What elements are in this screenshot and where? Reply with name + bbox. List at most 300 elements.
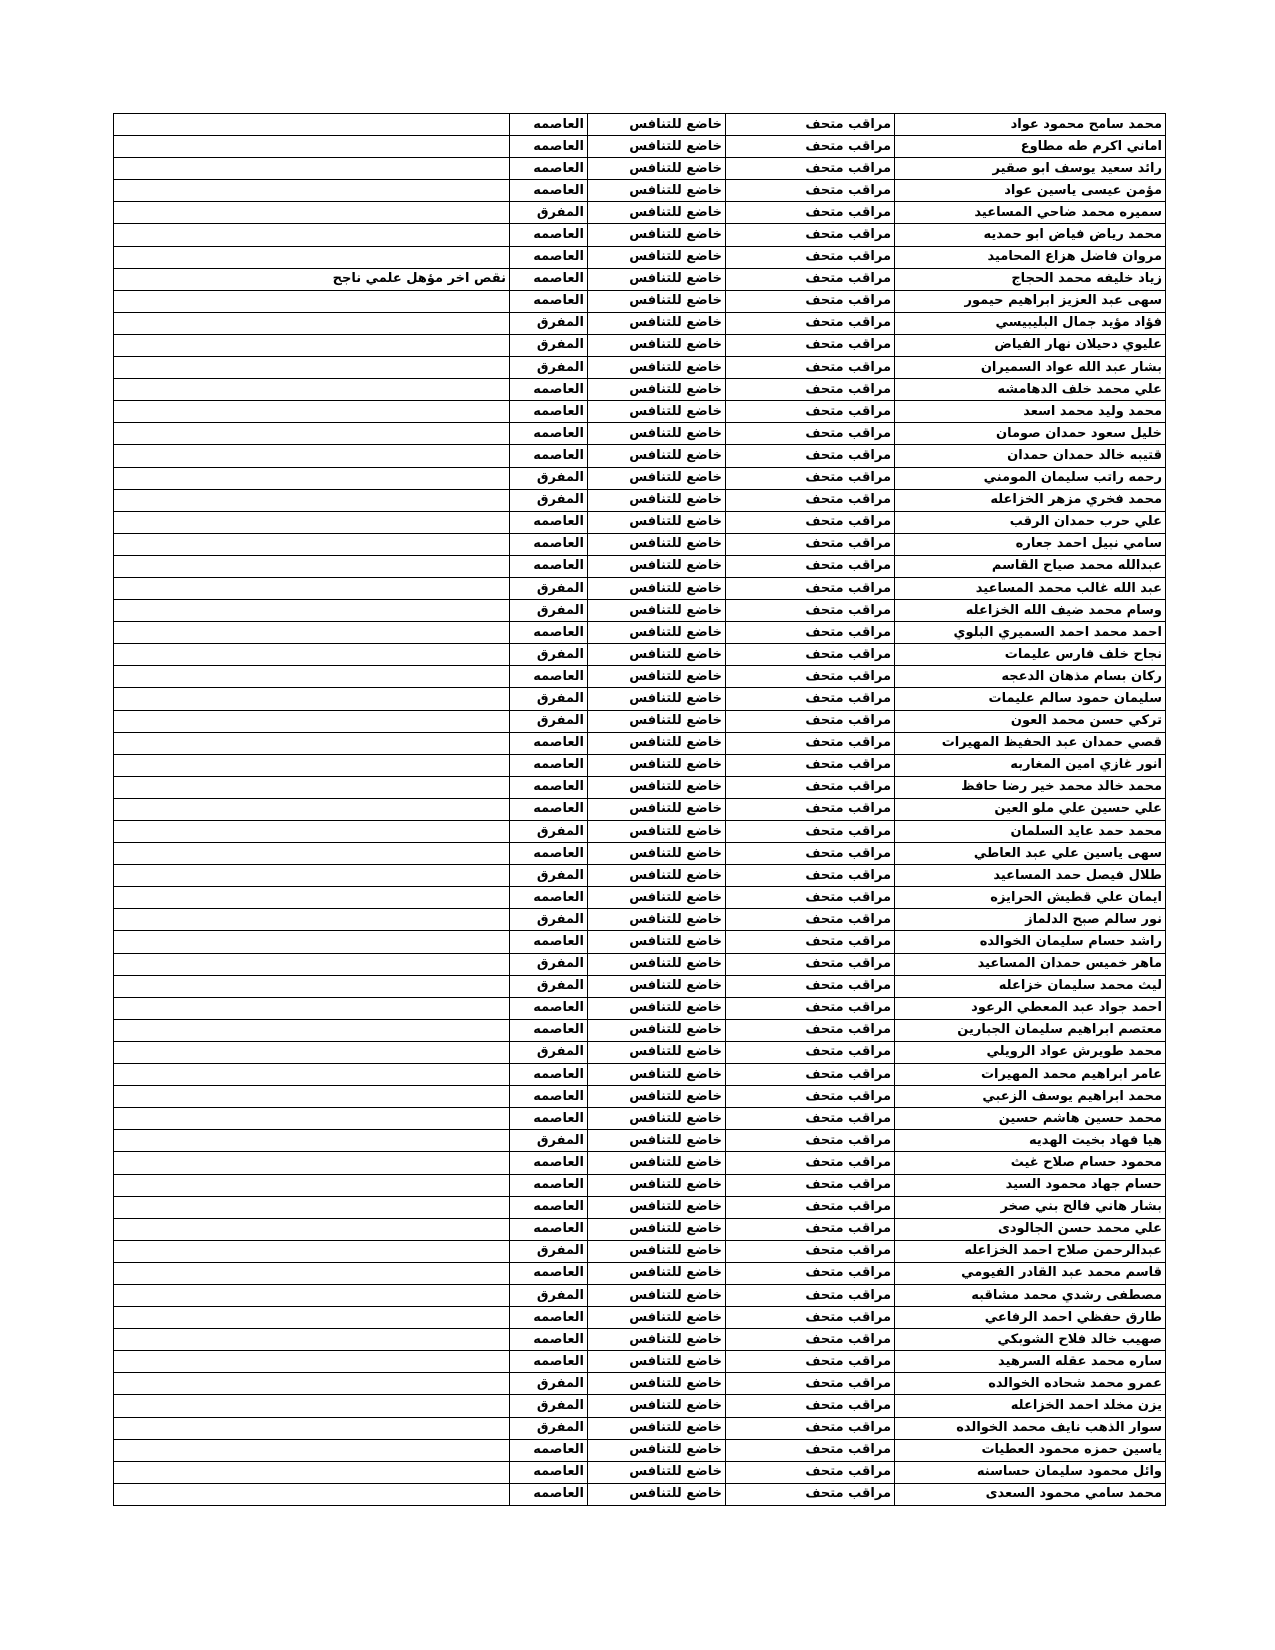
job-title-cell: مراقب متحف (726, 1218, 895, 1240)
job-title-cell: مراقب متحف (726, 224, 895, 246)
table-row (114, 997, 1166, 1019)
note-cell (114, 290, 510, 312)
job-title-cell: مراقب متحف (726, 1483, 895, 1505)
table-row (114, 1439, 1166, 1461)
governorate-cell: المفرق (510, 334, 588, 356)
governorate-cell: المفرق (510, 1240, 588, 1262)
note-cell (114, 489, 510, 511)
table-row (114, 1483, 1166, 1505)
note-cell (114, 688, 510, 710)
job-title-cell: مراقب متحف (726, 754, 895, 776)
table-row (114, 843, 1166, 865)
status-cell: خاضع للتنافس (588, 887, 726, 909)
status-cell: خاضع للتنافس (588, 246, 726, 268)
note-cell (114, 533, 510, 555)
candidate-name-cell: علي محمد خلف الدهامشه (895, 379, 1166, 401)
note-cell (114, 1196, 510, 1218)
note-cell (114, 158, 510, 180)
governorate-cell: العاصمه (510, 511, 588, 533)
candidate-name-cell: انور غازي امين المغاربه (895, 754, 1166, 776)
governorate-cell: المفرق (510, 1395, 588, 1417)
table-row (114, 467, 1166, 489)
governorate-cell: المفرق (510, 202, 588, 224)
candidate-name-cell: رحمه راتب سليمان المومني (895, 467, 1166, 489)
note-cell (114, 379, 510, 401)
governorate-cell: المفرق (510, 710, 588, 732)
table-row (114, 1152, 1166, 1174)
note-cell (114, 975, 510, 997)
candidate-name-cell: احمد محمد احمد السميري البلوي (895, 622, 1166, 644)
job-title-cell: مراقب متحف (726, 290, 895, 312)
job-title-cell: مراقب متحف (726, 180, 895, 202)
governorate-cell: العاصمه (510, 180, 588, 202)
note-cell (114, 1152, 510, 1174)
note-cell (114, 246, 510, 268)
note-cell (114, 224, 510, 246)
note-cell (114, 445, 510, 467)
note-cell (114, 710, 510, 732)
status-cell: خاضع للتنافس (588, 644, 726, 666)
table-row (114, 732, 1166, 754)
table-row (114, 798, 1166, 820)
status-cell: خاضع للتنافس (588, 666, 726, 688)
candidate-name-cell: اماني اكرم طه مطاوع (895, 136, 1166, 158)
governorate-cell: العاصمه (510, 423, 588, 445)
job-title-cell: مراقب متحف (726, 1439, 895, 1461)
governorate-cell: المفرق (510, 357, 588, 379)
job-title-cell: مراقب متحف (726, 887, 895, 909)
job-title-cell: مراقب متحف (726, 1064, 895, 1086)
note-cell (114, 1218, 510, 1240)
candidate-name-cell: سوار الذهب نايف محمد الخوالده (895, 1417, 1166, 1439)
job-title-cell: مراقب متحف (726, 489, 895, 511)
candidate-name-cell: محمد خالد محمد خير رضا حافظ (895, 776, 1166, 798)
candidate-name-cell: ركان بسام مذهان الدعجه (895, 666, 1166, 688)
governorate-cell: العاصمه (510, 1329, 588, 1351)
status-cell: خاضع للتنافس (588, 1351, 726, 1373)
governorate-cell: المفرق (510, 467, 588, 489)
governorate-cell: العاصمه (510, 114, 588, 136)
table-row (114, 1307, 1166, 1329)
note-cell (114, 1284, 510, 1306)
note-cell (114, 1395, 510, 1417)
governorate-cell: العاصمه (510, 1218, 588, 1240)
table-row (114, 577, 1166, 599)
table-row (114, 931, 1166, 953)
table-row (114, 136, 1166, 158)
candidates-table (113, 113, 1166, 1506)
candidate-name-cell: سامي نبيل احمد جعاره (895, 533, 1166, 555)
governorate-cell: العاصمه (510, 1483, 588, 1505)
note-cell (114, 1329, 510, 1351)
job-title-cell: مراقب متحف (726, 357, 895, 379)
table-row (114, 1196, 1166, 1218)
job-title-cell: مراقب متحف (726, 688, 895, 710)
job-title-cell: مراقب متحف (726, 246, 895, 268)
note-cell (114, 754, 510, 776)
candidate-name-cell: قاسم محمد عبد القادر الفيومي (895, 1262, 1166, 1284)
job-title-cell: مراقب متحف (726, 114, 895, 136)
governorate-cell: العاصمه (510, 158, 588, 180)
candidate-name-cell: نجاح خلف فارس عليمات (895, 644, 1166, 666)
candidate-name-cell: بشار هاني فالح بني صخر (895, 1196, 1166, 1218)
governorate-cell: المفرق (510, 600, 588, 622)
note-cell (114, 312, 510, 334)
status-cell: خاضع للتنافس (588, 555, 726, 577)
governorate-cell: المفرق (510, 644, 588, 666)
table-row (114, 688, 1166, 710)
job-title-cell: مراقب متحف (726, 1262, 895, 1284)
table-row (114, 1019, 1166, 1041)
governorate-cell: العاصمه (510, 887, 588, 909)
candidate-name-cell: ليث محمد سليمان خزاعله (895, 975, 1166, 997)
candidate-name-cell: وسام محمد ضيف الله الخزاعله (895, 600, 1166, 622)
table-row (114, 511, 1166, 533)
note-cell (114, 1439, 510, 1461)
status-cell: خاضع للتنافس (588, 798, 726, 820)
job-title-cell: مراقب متحف (726, 1329, 895, 1351)
status-cell: خاضع للتنافس (588, 401, 726, 423)
governorate-cell: العاصمه (510, 754, 588, 776)
candidate-name-cell: محمد سامي محمود السعدى (895, 1483, 1166, 1505)
governorate-cell: العاصمه (510, 1108, 588, 1130)
governorate-cell: المفرق (510, 909, 588, 931)
status-cell: خاضع للتنافس (588, 997, 726, 1019)
governorate-cell: العاصمه (510, 533, 588, 555)
status-cell: خاضع للتنافس (588, 1130, 726, 1152)
job-title-cell: مراقب متحف (726, 1152, 895, 1174)
status-cell: خاضع للتنافس (588, 909, 726, 931)
governorate-cell: العاصمه (510, 290, 588, 312)
status-cell: خاضع للتنافس (588, 975, 726, 997)
status-cell: خاضع للتنافس (588, 136, 726, 158)
governorate-cell: العاصمه (510, 776, 588, 798)
candidate-name-cell: سميره محمد ضاحي المساعيد (895, 202, 1166, 224)
candidate-name-cell: سليمان حمود سالم عليمات (895, 688, 1166, 710)
note-cell (114, 953, 510, 975)
job-title-cell: مراقب متحف (726, 666, 895, 688)
status-cell: خاضع للتنافس (588, 1483, 726, 1505)
table-row (114, 1041, 1166, 1063)
table-row (114, 865, 1166, 887)
candidate-name-cell: فؤاد مؤيد جمال البليبيسي (895, 312, 1166, 334)
governorate-cell: العاصمه (510, 1019, 588, 1041)
job-title-cell: مراقب متحف (726, 511, 895, 533)
status-cell: خاضع للتنافس (588, 180, 726, 202)
candidate-name-cell: محمد رياض فياض ابو حمديه (895, 224, 1166, 246)
governorate-cell: العاصمه (510, 1461, 588, 1483)
note-cell: نقص اخر مؤهل علمي ناجح (114, 268, 510, 290)
table-row (114, 975, 1166, 997)
job-title-cell: مراقب متحف (726, 533, 895, 555)
table-row (114, 379, 1166, 401)
candidate-name-cell: محمد حسين هاشم حسين (895, 1108, 1166, 1130)
governorate-cell: العاصمه (510, 931, 588, 953)
status-cell: خاضع للتنافس (588, 533, 726, 555)
job-title-cell: مراقب متحف (726, 555, 895, 577)
job-title-cell: مراقب متحف (726, 312, 895, 334)
table-row (114, 401, 1166, 423)
status-cell: خاضع للتنافس (588, 1329, 726, 1351)
job-title-cell: مراقب متحف (726, 776, 895, 798)
job-title-cell: مراقب متحف (726, 600, 895, 622)
governorate-cell: العاصمه (510, 1152, 588, 1174)
job-title-cell: مراقب متحف (726, 1417, 895, 1439)
note-cell (114, 1373, 510, 1395)
job-title-cell: مراقب متحف (726, 953, 895, 975)
governorate-cell: العاصمه (510, 666, 588, 688)
job-title-cell: مراقب متحف (726, 1019, 895, 1041)
governorate-cell: العاصمه (510, 843, 588, 865)
governorate-cell: العاصمه (510, 136, 588, 158)
table-row (114, 953, 1166, 975)
candidate-name-cell: صهيب خالد فلاح الشوبكي (895, 1329, 1166, 1351)
candidate-name-cell: محمد حمد عايد السلمان (895, 821, 1166, 843)
governorate-cell: المفرق (510, 577, 588, 599)
status-cell: خاضع للتنافس (588, 1417, 726, 1439)
status-cell: خاضع للتنافس (588, 312, 726, 334)
status-cell: خاضع للتنافس (588, 688, 726, 710)
table-row (114, 1108, 1166, 1130)
table-row (114, 710, 1166, 732)
table-row (114, 1373, 1166, 1395)
job-title-cell: مراقب متحف (726, 1108, 895, 1130)
table-row (114, 1417, 1166, 1439)
note-cell (114, 114, 510, 136)
job-title-cell: مراقب متحف (726, 1086, 895, 1108)
status-cell: خاضع للتنافس (588, 600, 726, 622)
note-cell (114, 180, 510, 202)
table-row (114, 1329, 1166, 1351)
table-row (114, 1284, 1166, 1306)
governorate-cell: العاصمه (510, 379, 588, 401)
candidate-name-cell: سهى عبد العزيز ابراهيم حيمور (895, 290, 1166, 312)
candidate-name-cell: معتصم ابراهيم سليمان الجبارين (895, 1019, 1166, 1041)
governorate-cell: العاصمه (510, 1174, 588, 1196)
table-row (114, 1174, 1166, 1196)
candidate-name-cell: نور سالم صبح الدلماز (895, 909, 1166, 931)
governorate-cell: المفرق (510, 1284, 588, 1306)
governorate-cell: العاصمه (510, 1351, 588, 1373)
candidate-name-cell: سهى ياسين علي عبد العاطي (895, 843, 1166, 865)
candidate-name-cell: محمود حسام صلاح غيث (895, 1152, 1166, 1174)
candidate-name-cell: محمد سامح محمود عواد (895, 114, 1166, 136)
note-cell (114, 732, 510, 754)
candidate-name-cell: راشد حسام سليمان الخوالده (895, 931, 1166, 953)
status-cell: خاضع للتنافس (588, 423, 726, 445)
table-row (114, 445, 1166, 467)
candidate-name-cell: عبدالله محمد صياح القاسم (895, 555, 1166, 577)
note-cell (114, 401, 510, 423)
candidate-name-cell: ساره محمد عقله السرهيد (895, 1351, 1166, 1373)
job-title-cell: مراقب متحف (726, 423, 895, 445)
status-cell: خاضع للتنافس (588, 357, 726, 379)
candidate-name-cell: طارق حفظي احمد الرفاعي (895, 1307, 1166, 1329)
status-cell: خاضع للتنافس (588, 865, 726, 887)
table-row (114, 268, 1166, 290)
governorate-cell: العاصمه (510, 1064, 588, 1086)
status-cell: خاضع للتنافس (588, 710, 726, 732)
job-title-cell: مراقب متحف (726, 909, 895, 931)
note-cell (114, 798, 510, 820)
governorate-cell: العاصمه (510, 246, 588, 268)
status-cell: خاضع للتنافس (588, 1307, 726, 1329)
table-row (114, 1218, 1166, 1240)
status-cell: خاضع للتنافس (588, 776, 726, 798)
status-cell: خاضع للتنافس (588, 114, 726, 136)
status-cell: خاضع للتنافس (588, 1041, 726, 1063)
candidate-name-cell: عبد الله غالب محمد المساعيد (895, 577, 1166, 599)
table-row (114, 1262, 1166, 1284)
status-cell: خاضع للتنافس (588, 1461, 726, 1483)
governorate-cell: المفرق (510, 1041, 588, 1063)
governorate-cell: العاصمه (510, 268, 588, 290)
job-title-cell: مراقب متحف (726, 865, 895, 887)
status-cell: خاضع للتنافس (588, 843, 726, 865)
status-cell: خاضع للتنافس (588, 1152, 726, 1174)
governorate-cell: العاصمه (510, 401, 588, 423)
job-title-cell: مراقب متحف (726, 1196, 895, 1218)
note-cell (114, 997, 510, 1019)
note-cell (114, 1417, 510, 1439)
table-row (114, 290, 1166, 312)
governorate-cell: العاصمه (510, 1262, 588, 1284)
status-cell: خاضع للتنافس (588, 158, 726, 180)
table-row (114, 1064, 1166, 1086)
status-cell: خاضع للتنافس (588, 1439, 726, 1461)
table-row (114, 887, 1166, 909)
candidate-name-cell: بشار عبد الله عواد السميران (895, 357, 1166, 379)
note-cell (114, 136, 510, 158)
candidate-name-cell: حسام جهاد محمود السيد (895, 1174, 1166, 1196)
governorate-cell: العاصمه (510, 622, 588, 644)
table-row (114, 1086, 1166, 1108)
governorate-cell: المفرق (510, 312, 588, 334)
table-row (114, 909, 1166, 931)
governorate-cell: العاصمه (510, 1439, 588, 1461)
note-cell (114, 555, 510, 577)
table-row (114, 202, 1166, 224)
candidate-name-cell: محمد وليد محمد اسعد (895, 401, 1166, 423)
note-cell (114, 1262, 510, 1284)
job-title-cell: مراقب متحف (726, 997, 895, 1019)
status-cell: خاضع للتنافس (588, 931, 726, 953)
job-title-cell: مراقب متحف (726, 622, 895, 644)
status-cell: خاضع للتنافس (588, 1196, 726, 1218)
candidate-name-cell: هيا فهاد بخيت الهديه (895, 1130, 1166, 1152)
table-row (114, 1240, 1166, 1262)
job-title-cell: مراقب متحف (726, 467, 895, 489)
note-cell (114, 887, 510, 909)
candidate-name-cell: ايمان علي قطيش الحرايزه (895, 887, 1166, 909)
note-cell (114, 1064, 510, 1086)
note-cell (114, 467, 510, 489)
governorate-cell: العاصمه (510, 555, 588, 577)
status-cell: خاضع للتنافس (588, 1373, 726, 1395)
table-row (114, 312, 1166, 334)
candidate-name-cell: قتيبه خالد حمدان حمدان (895, 445, 1166, 467)
note-cell (114, 1108, 510, 1130)
candidate-name-cell: تركي حسن محمد العون (895, 710, 1166, 732)
status-cell: خاضع للتنافس (588, 379, 726, 401)
table-row (114, 489, 1166, 511)
status-cell: خاضع للتنافس (588, 334, 726, 356)
job-title-cell: مراقب متحف (726, 710, 895, 732)
job-title-cell: مراقب متحف (726, 1395, 895, 1417)
note-cell (114, 1483, 510, 1505)
candidate-name-cell: وائل محمود سليمان حساسنه (895, 1461, 1166, 1483)
job-title-cell: مراقب متحف (726, 1351, 895, 1373)
candidate-name-cell: عامر ابراهيم محمد المهيرات (895, 1064, 1166, 1086)
governorate-cell: العاصمه (510, 1196, 588, 1218)
candidate-name-cell: علي حرب حمدان الرقب (895, 511, 1166, 533)
candidate-name-cell: عبدالرحمن صلاح احمد الخزاعله (895, 1240, 1166, 1262)
table-row (114, 1351, 1166, 1373)
note-cell (114, 644, 510, 666)
job-title-cell: مراقب متحف (726, 445, 895, 467)
candidate-name-cell: خليل سعود حمدان صومان (895, 423, 1166, 445)
job-title-cell: مراقب متحف (726, 202, 895, 224)
candidate-name-cell: عمرو محمد شحاده الخوالده (895, 1373, 1166, 1395)
status-cell: خاضع للتنافس (588, 1284, 726, 1306)
candidate-name-cell: محمد ابراهيم يوسف الزعبي (895, 1086, 1166, 1108)
governorate-cell: المفرق (510, 1130, 588, 1152)
note-cell (114, 666, 510, 688)
candidate-name-cell: ياسين حمزه محمود العطيات (895, 1439, 1166, 1461)
status-cell: خاضع للتنافس (588, 489, 726, 511)
governorate-cell: المفرق (510, 489, 588, 511)
candidate-name-cell: علي حسين علي ملو العين (895, 798, 1166, 820)
status-cell: خاضع للتنافس (588, 1240, 726, 1262)
governorate-cell: المفرق (510, 688, 588, 710)
job-title-cell: مراقب متحف (726, 1284, 895, 1306)
note-cell (114, 1019, 510, 1041)
table-row (114, 357, 1166, 379)
governorate-cell: العاصمه (510, 798, 588, 820)
table-row (114, 622, 1166, 644)
job-title-cell: مراقب متحف (726, 732, 895, 754)
status-cell: خاضع للتنافس (588, 467, 726, 489)
status-cell: خاضع للتنافس (588, 1019, 726, 1041)
job-title-cell: مراقب متحف (726, 1373, 895, 1395)
table-row (114, 754, 1166, 776)
status-cell: خاضع للتنافس (588, 1218, 726, 1240)
job-title-cell: مراقب متحف (726, 268, 895, 290)
governorate-cell: العاصمه (510, 1307, 588, 1329)
job-title-cell: مراقب متحف (726, 1461, 895, 1483)
note-cell (114, 622, 510, 644)
note-cell (114, 1351, 510, 1373)
candidate-name-cell: محمد فخري مزهر الخزاعله (895, 489, 1166, 511)
job-title-cell: مراقب متحف (726, 1130, 895, 1152)
candidate-name-cell: رائد سعيد يوسف ابو صقير (895, 158, 1166, 180)
candidate-name-cell: ماهر خميس حمدان المساعيد (895, 953, 1166, 975)
note-cell (114, 423, 510, 445)
note-cell (114, 1240, 510, 1262)
status-cell: خاضع للتنافس (588, 445, 726, 467)
table-row (114, 114, 1166, 136)
note-cell (114, 843, 510, 865)
status-cell: خاضع للتنافس (588, 577, 726, 599)
status-cell: خاضع للتنافس (588, 511, 726, 533)
note-cell (114, 1174, 510, 1196)
table-row (114, 555, 1166, 577)
status-cell: خاضع للتنافس (588, 1086, 726, 1108)
job-title-cell: مراقب متحف (726, 931, 895, 953)
table-row (114, 666, 1166, 688)
status-cell: خاضع للتنافس (588, 732, 726, 754)
note-cell (114, 577, 510, 599)
